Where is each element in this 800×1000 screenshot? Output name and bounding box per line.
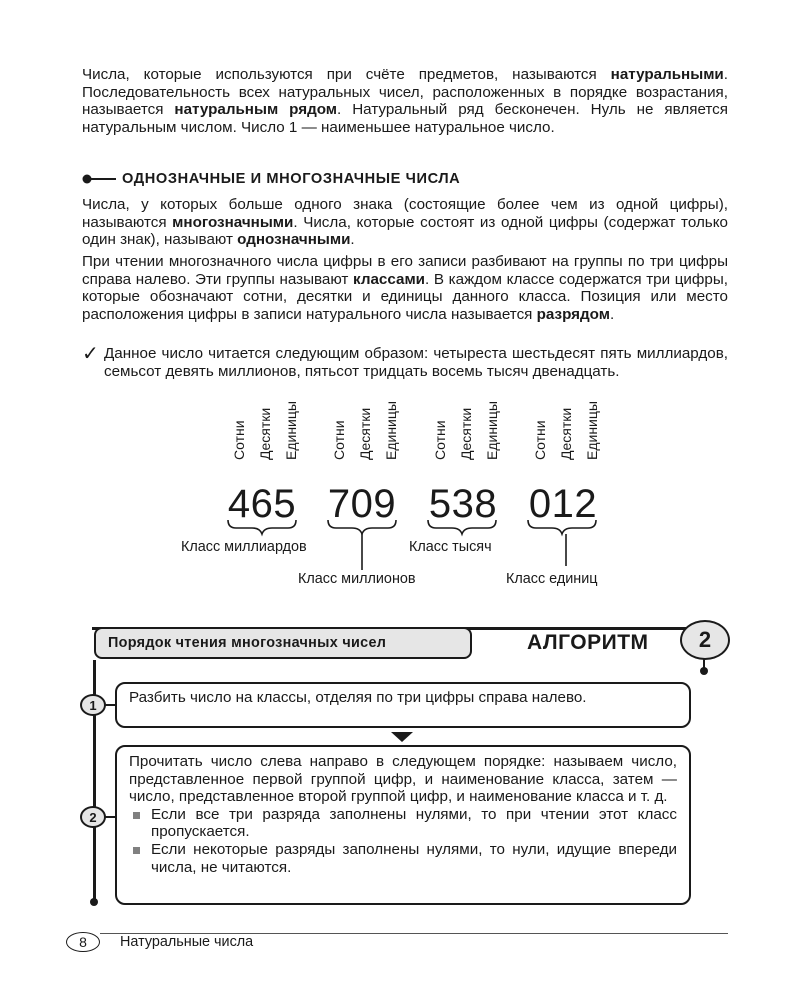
square-bullet-icon [133,812,140,819]
number-group: 465 [227,482,297,526]
label-units: Единицы [383,401,399,460]
step-2-box [115,745,691,905]
label-hundreds: Сотни [231,420,247,460]
definition-paragraph: Числа, у которых больше одного знака (состоящие более чем из одной цифры), называются многозначными. Числа, которые состоят из одной цифры (содержат только один знак), называют однозначными. [82,196,728,249]
step-number-1: 1 [80,694,106,716]
example-note: Данное число читается следующим образом: четыреста шестьдесят пять миллиардов, семьсот девять миллионов, пятьсот тридцать восемь тысяч двенадцать. [104,345,728,380]
label-tens: Десятки [558,407,574,460]
algorithm-tab: Порядок чтения многозначных чисел [94,627,472,659]
page-number: 8 [66,932,100,952]
class-label-billions: Класс миллиардов [181,539,307,555]
classes-paragraph: При чтении многозначного числа цифры в его записи разбивают на группы по три цифры справа налево. Эти группы называют классами. В каждом классе содержатся три цифры, которые обозначают сотни, десятки и единицы данного класса. Позиция или место расположения цифры в записи натурального числа называется разрядом. [82,253,728,323]
number-group: 709 [327,482,397,526]
label-tens: Десятки [257,407,273,460]
step-number-2: 2 [80,806,106,828]
number-group: 012 [528,482,598,526]
list-item: Если все три разряда заполнены нулями, то при чтении этот класс пропускается. [129,806,677,841]
label-tens: Десятки [357,407,373,460]
checkmark-icon: ✓ [82,343,99,365]
down-arrow-icon [391,732,413,742]
class-label-units: Класс единиц [506,571,598,587]
algorithm-title: АЛГОРИТМ [527,631,649,654]
algorithm-number: 2 [680,620,730,660]
brace-units [528,520,596,534]
list-item: Если некоторые разряды заполнены нулями, то нули, идущие впереди числа, не читаются. [129,841,677,876]
step-2-text: Прочитать число слева направо в следующем порядке: называем число, представленное первой группой цифр, и наименование класса, затем — число, представленное второй группой цифр, и наименование класса и т. д. [129,753,677,806]
number-group: 538 [428,482,498,526]
intro-paragraph: Числа, которые используются при счёте предметов, называются натуральными. Последовательность всех натуральных чисел, расположенных в порядке возрастания, называется натуральным рядом. Натуральный ряд бесконечен. Нуль не является натуральным числом. Число 1 — наименьшее натуральное число. [82,66,728,136]
label-hundreds: Сотни [532,420,548,460]
class-label-thousands: Класс тысяч [409,539,492,555]
label-units: Единицы [484,401,500,460]
number-stem-dot [700,667,708,675]
step-1-box [115,682,691,728]
brace-millions [328,520,396,534]
label-hundreds: Сотни [432,420,448,460]
section-heading: ОДНОЗНАЧНЫЕ И МНОГОЗНАЧНЫЕ ЧИСЛА [82,171,460,187]
label-tens: Десятки [458,407,474,460]
label-hundreds: Сотни [331,420,347,460]
label-units: Единицы [584,401,600,460]
label-units: Единицы [283,401,299,460]
brace-thousands [428,520,496,534]
class-label-millions: Класс миллионов [298,571,416,587]
square-bullet-icon [133,847,140,854]
brace-billions [228,520,296,534]
running-title: Натуральные числа [120,934,254,950]
line-end-dot [90,898,98,906]
step-1-text: Разбить число на классы, отделяя по три цифры справа налево. [129,689,587,706]
